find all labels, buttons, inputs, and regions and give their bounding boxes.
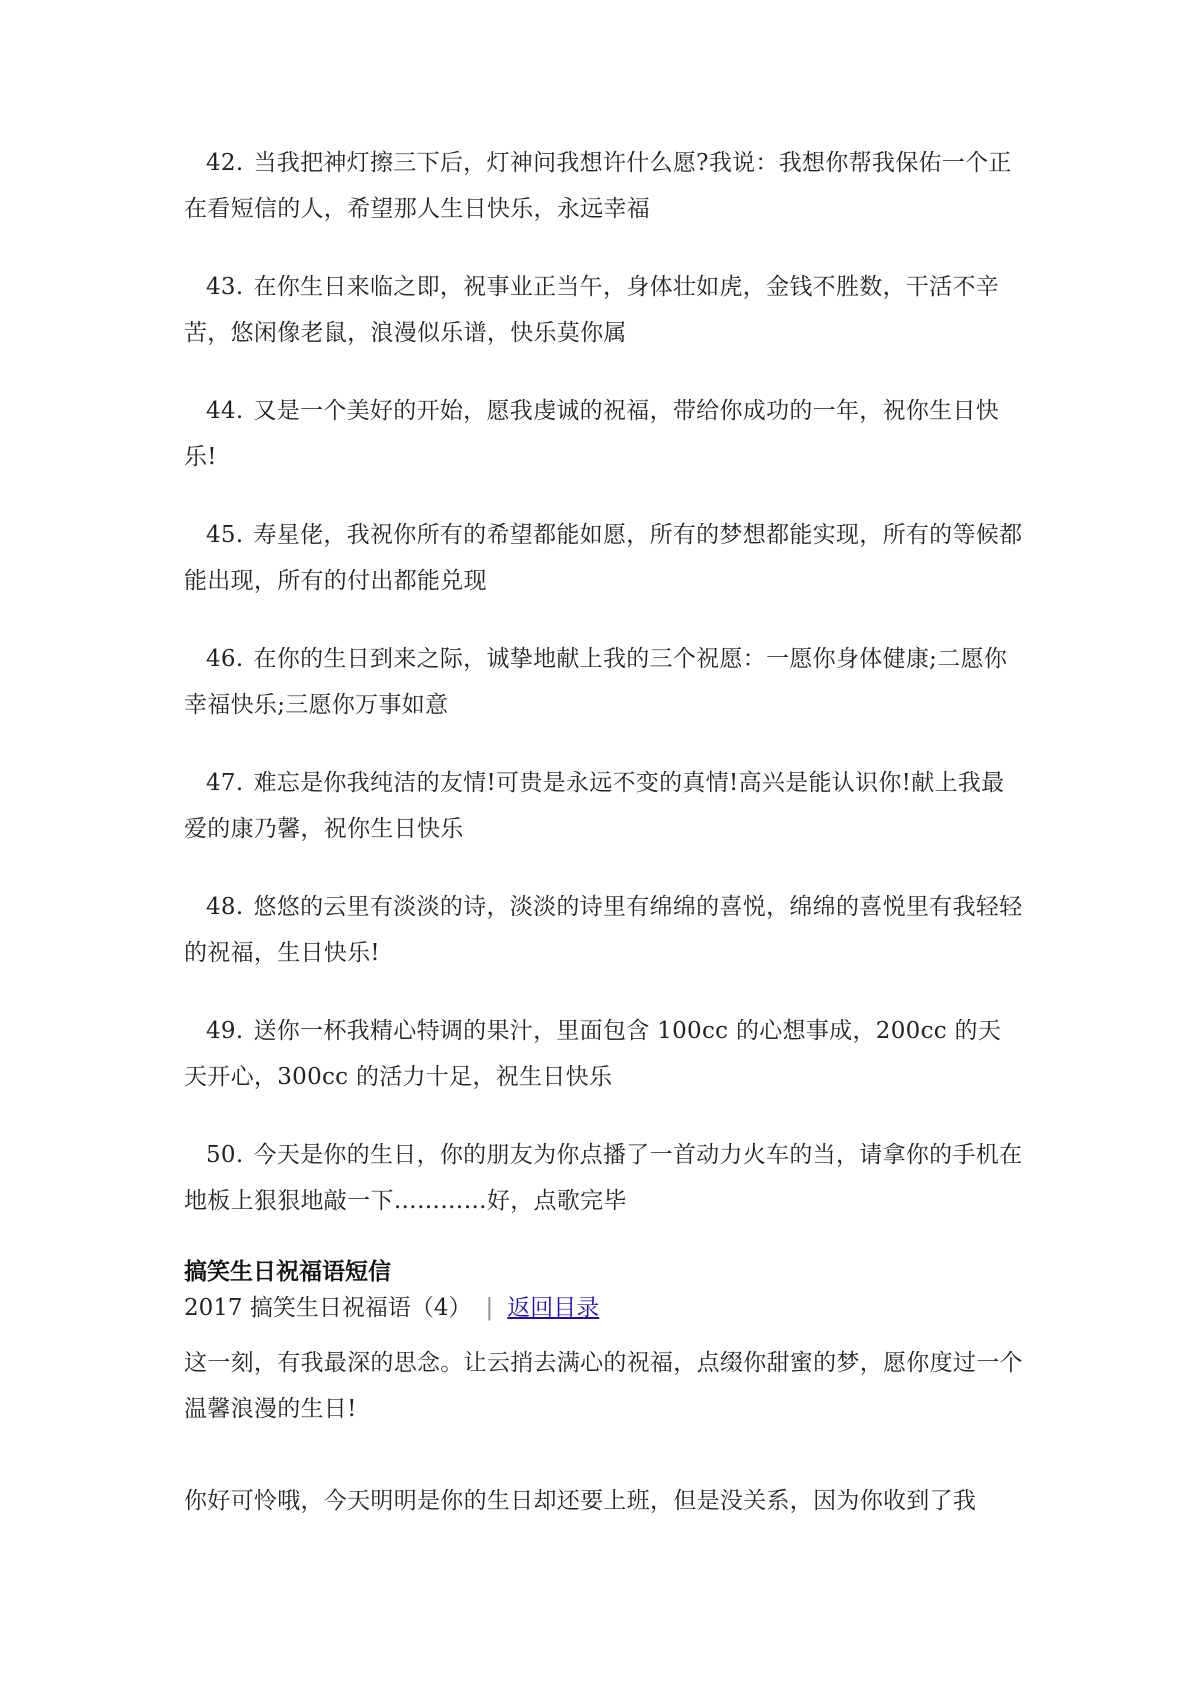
list-item	[184, 264, 1024, 356]
item-number: 46.	[206, 646, 244, 672]
list-item	[184, 760, 1024, 852]
item-number: 45.	[206, 522, 244, 548]
list-item	[184, 1008, 1024, 1100]
item-text: 又是一个美好的开始，愿我虔诚的祝福，带给你成功的一年，祝你生日快乐!	[184, 398, 1000, 470]
section-subtitle-row	[184, 1288, 1024, 1328]
item-number: 49.	[206, 1018, 244, 1044]
list-item	[184, 388, 1024, 480]
item-number: 47.	[206, 770, 244, 796]
item-text: 难忘是你我纯洁的友情!可贵是永远不变的真情!高兴是能认识你!献上我最爱的康乃馨，祝你生日快乐	[184, 770, 1005, 842]
item-text: 今天是你的生日，你的朋友为你点播了一首动力火车的当，请拿你的手机在地板上狠狠地敲一下…………好，点歌完毕	[184, 1142, 1023, 1214]
item-text: 在你的生日到来之际，诚挚地献上我的三个祝愿：一愿你身体健康;二愿你幸福快乐;三愿你万事如意	[184, 646, 1008, 718]
item-number: 48.	[206, 894, 244, 920]
document-content	[184, 140, 1024, 1570]
list-item	[184, 140, 1024, 232]
list-item	[184, 1132, 1024, 1224]
item-number: 43.	[206, 274, 244, 300]
list-item	[184, 884, 1024, 976]
paragraph: 这一刻，有我最深的思念。让云捎去满心的祝福，点缀你甜蜜的梦，愿你度过一个温馨浪漫的生日!	[184, 1350, 1023, 1422]
back-to-contents-link[interactable]: 返回目录	[507, 1295, 600, 1321]
item-number: 42.	[206, 150, 244, 176]
item-number: 50.	[206, 1142, 244, 1168]
item-text: 当我把神灯擦三下后，灯神问我想许什么愿?我说：我想你帮我保佑一个正在看短信的人，希望那人生日快乐，永远幸福	[184, 150, 1012, 222]
section-subtitle: 2017 搞笑生日祝福语（4）	[184, 1295, 472, 1321]
item-text: 悠悠的云里有淡淡的诗，淡淡的诗里有绵绵的喜悦，绵绵的喜悦里有我轻轻的祝福，生日快乐!	[184, 894, 1023, 966]
item-number: 44.	[206, 398, 244, 424]
item-text: 送你一杯我精心特调的果汁，里面包含 100cc 的心想事成，200cc 的天天开心，300cc 的活力十足，祝生日快乐	[184, 1018, 1002, 1090]
item-text: 在你生日来临之即，祝事业正当午，身体壮如虎，金钱不胜数，干活不辛苦，悠闲像老鼠，浪漫似乐谱，快乐莫你属	[184, 274, 1000, 346]
paragraph: 你好可怜哦，今天明明是你的生日却还要上班，但是没关系，因为你收到了我	[184, 1488, 977, 1514]
list-item	[184, 636, 1024, 728]
section-title: 搞笑生日祝福语短信	[184, 1259, 391, 1285]
separator: |	[485, 1295, 494, 1321]
item-text: 寿星佬，我祝你所有的希望都能如愿，所有的梦想都能实现，所有的等候都能出现，所有的付出都能兑现	[184, 522, 1023, 594]
list-item	[184, 512, 1024, 604]
